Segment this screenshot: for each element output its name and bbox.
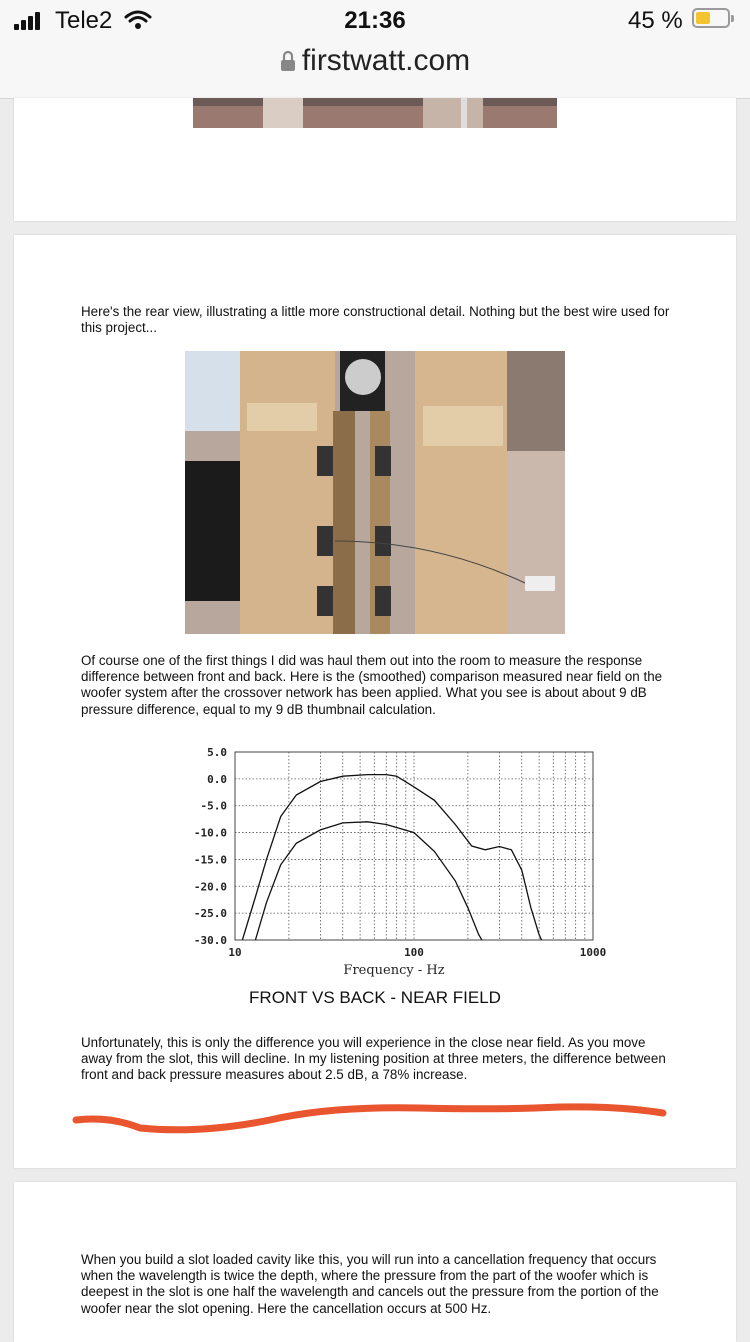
paragraph-cancellation: When you build a slot loaded cavity like this, you will run into a cancellation frequency that occurs when the wavelength is twice the depth, where the pressure from the part of the woofer which is deepest in the slot is one half the wavelength and cancels out the pressure from the portion of the woofer near the slot opening. Here the cancellation occurs at 500 Hz. — [81, 1252, 659, 1316]
y-tick-label: -5.0 — [200, 799, 227, 813]
lock-icon — [280, 50, 296, 72]
chart-caption: FRONT VS BACK - NEAR FIELD — [249, 988, 501, 1007]
battery-icon — [692, 8, 730, 28]
y-tick-label: -25.0 — [193, 907, 227, 921]
content-card-next — [14, 1182, 736, 1342]
y-tick-label: -10.0 — [193, 826, 227, 840]
content-card-previous — [14, 98, 736, 221]
y-tick-label: -15.0 — [193, 853, 227, 867]
x-axis-label: Frequency - Hz — [343, 963, 445, 978]
battery-percentage: 45 % — [628, 7, 683, 34]
speaker-rear-photo — [185, 351, 565, 634]
x-tick-label: 10 — [228, 946, 242, 959]
url-text: firstwatt.com — [301, 44, 471, 77]
status-bar — [0, 0, 750, 99]
address-bar[interactable] — [280, 44, 470, 78]
y-tick-label: 0.0 — [207, 772, 227, 786]
y-tick-label: -20.0 — [193, 880, 227, 894]
paragraph-near-field: Unfortunately, this is only the difference you will experience in the close near field. As you move away from the slot, this will decline. In my listening position at three meters, the difference between front and back pressure measures about 2.5 dB, a 78% increase. — [81, 1035, 666, 1083]
speaker-photo-partial — [193, 98, 557, 128]
paragraph-rear-view: Here's the rear view, illustrating a little more constructional detail. Nothing but the best wire used for this project... — [81, 304, 670, 336]
clock: 21:36 — [344, 7, 406, 34]
y-tick-label: 5.0 — [207, 746, 227, 759]
x-tick-label: 100 — [404, 946, 424, 959]
y-tick-label: -30.0 — [193, 934, 227, 947]
carrier-name: Tele2 — [55, 7, 113, 34]
content-card-article — [14, 235, 736, 1168]
frequency-response-chart — [169, 740, 609, 980]
paragraph-measurement: Of course one of the first things I did was haul them out into the room to measure the response difference between front and back. Here is the (smoothed) comparison measured near field on the woofer system after the crossover network has been applied. What you see is about about 9 dB pressure difference, equal to my 9 dB thumbnail calculation. — [81, 653, 663, 717]
x-tick-label: 1000 — [579, 946, 607, 959]
